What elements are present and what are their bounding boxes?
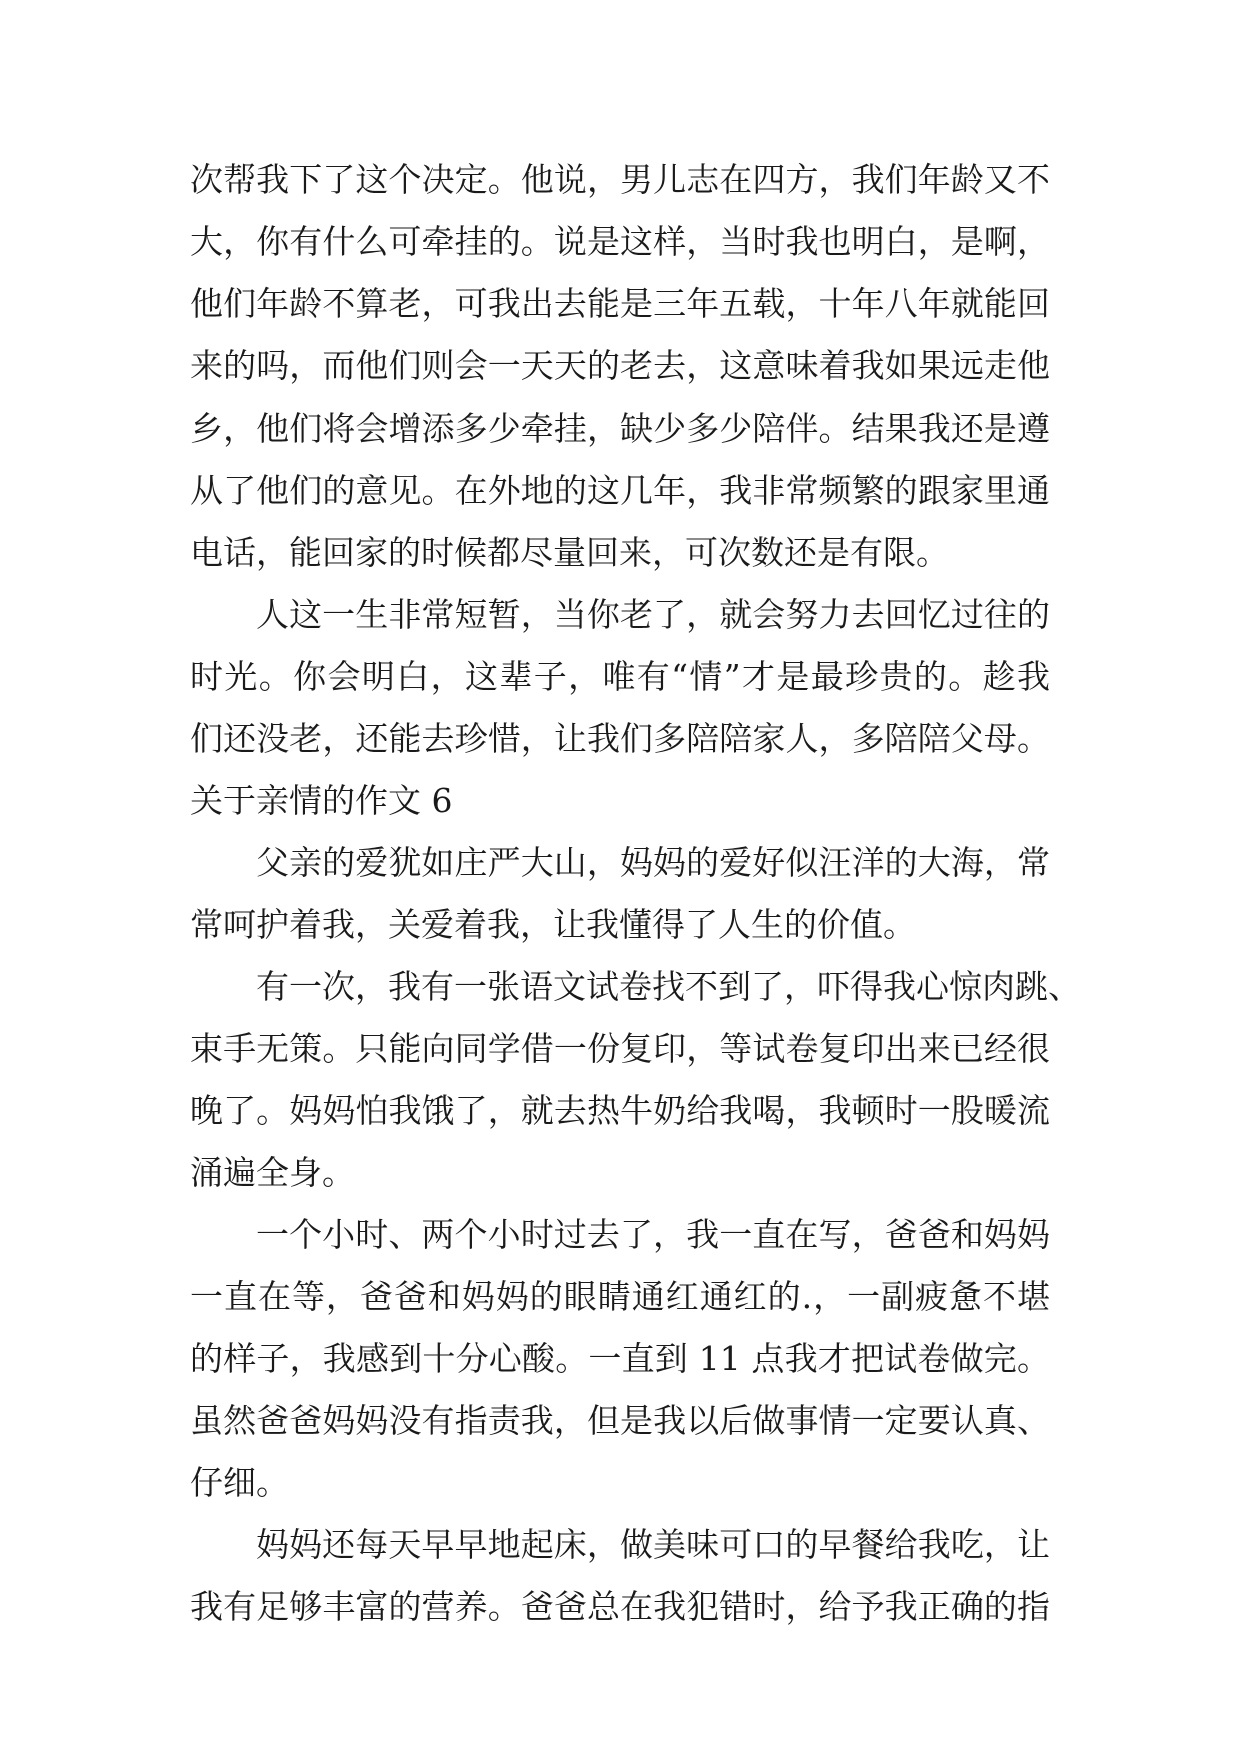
text-line: 妈妈还每天早早地起床，做美味可口的早餐给我吃，让 <box>256 1525 1050 1564</box>
text-line: 们还没老，还能去珍惜，让我们多陪陪家人，多陪陪父母。 <box>190 719 1050 758</box>
text-line: 来的吗，而他们则会一天天的老去，这意味着我如果远走他 <box>190 346 1050 385</box>
text-line: 的样子，我感到十分心酸。一直到 11 点我才把试卷做完。 <box>190 1339 1050 1378</box>
text-line: 人这一生非常短暂，当你老了，就会努力去回忆过往的 <box>256 595 1050 634</box>
text-line: 父亲的爱犹如庄严大山，妈妈的爱好似汪洋的大海，常 <box>256 843 1050 882</box>
text-line: 他们年龄不算老，可我出去能是三年五载，十年八年就能回 <box>190 284 1050 323</box>
text-line: 电话，能回家的时候都尽量回来，可次数还是有限。 <box>190 533 949 572</box>
text-line: 束手无策。只能向同学借一份复印，等试卷复印出来已经很 <box>190 1029 1050 1068</box>
text-line: 大，你有什么可牵挂的。说是这样，当时我也明白，是啊， <box>190 222 1050 261</box>
text-line: 有一次，我有一张语文试卷找不到了，吓得我心惊肉跳、 <box>256 967 1081 1006</box>
section-heading: 关于亲情的作文 6 <box>190 781 453 820</box>
text-line: 我有足够丰富的营养。爸爸总在我犯错时，给予我正确的指 <box>190 1587 1050 1626</box>
text-line: 一直在等，爸爸和妈妈的眼睛通红通红的.，一副疲惫不堪 <box>190 1277 1050 1316</box>
text-line: 时光。你会明白，这辈子，唯有“情”才是最珍贵的。趁我 <box>190 657 1050 696</box>
text-line: 次帮我下了这个决定。他说，男儿志在四方，我们年龄又不 <box>190 160 1050 199</box>
text-line: 涌遍全身。 <box>190 1153 355 1192</box>
text-line: 乡，他们将会增添多少牵挂，缺少多少陪伴。结果我还是遵 <box>190 409 1050 448</box>
text-line: 常呵护着我，关爱着我，让我懂得了人生的价值。 <box>190 905 916 944</box>
text-line: 仔细。 <box>190 1463 289 1502</box>
text-line: 虽然爸爸妈妈没有指责我，但是我以后做事情一定要认真、 <box>190 1401 1050 1440</box>
text-line: 一个小时、两个小时过去了，我一直在写，爸爸和妈妈 <box>256 1215 1050 1254</box>
text-line: 晚了。妈妈怕我饿了，就去热牛奶给我喝，我顿时一股暖流 <box>190 1091 1050 1130</box>
text-line: 从了他们的意见。在外地的这几年，我非常频繁的跟家里通 <box>190 471 1050 510</box>
